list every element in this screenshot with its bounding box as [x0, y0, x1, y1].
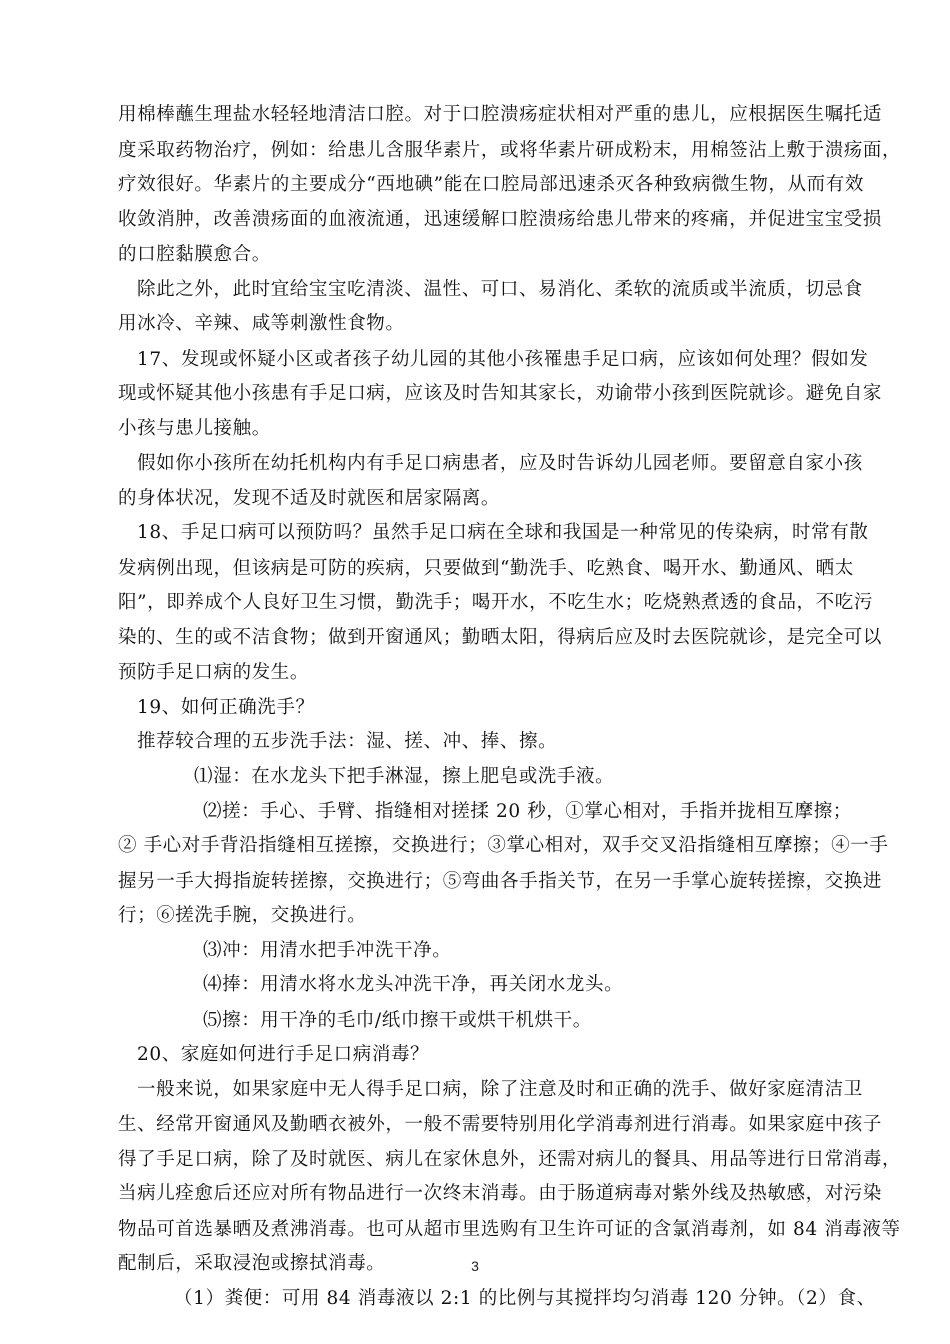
text-line: 发病例出现，但该病是可防的疾病，只要做到“勤洗手、吃熟食、喝开水、勤通风、晒太 [118, 557, 854, 579]
text-line: 收敛消肿，改善溃疡面的血液流通，迅速缓解口腔溃疡给患儿带来的疼痛，并促进宝宝受损 [118, 208, 883, 230]
text-line: 生、经常开窗通风及勤晒衣被外，一般不需要特别用化学消毒剂进行消毒。如果家庭中孩子 [118, 1114, 883, 1136]
text-line: ② 手心对手背沿指缝相互搓擦，交换进行；③掌心相对，双手交叉沿指缝相互摩擦；④一手 [118, 835, 889, 857]
text-line: 假如你小孩所在幼托机构内有手足口病患者，应及时告诉幼儿园老师。要留意自家小孩 [137, 453, 863, 475]
text-line: 用棉棒蘸生理盐水轻轻地清洁口腔。对于口腔溃疡症状相对严重的患儿，应根据医生嘱托适 [118, 104, 883, 126]
text-line: 物品可首选暴晒及煮沸消毒。也可从超市里选购有卫生许可证的含氯消毒剂，如 84 消毒液等 [118, 1218, 901, 1240]
text-line: ⑶冲：用清水把手冲洗干净。 [203, 939, 452, 961]
text-line: 推荐较合理的五步洗手法：湿、搓、冲、捧、擦。 [137, 730, 558, 752]
text-line: （1）粪便：可用 84 消毒液以 2:1 的比例与其搅拌均匀消毒 120 分钟。（2）食、 [174, 1287, 876, 1309]
text-line: 19、如何正确洗手？ [137, 696, 315, 718]
text-line: 17、发现或怀疑小区或者孩子幼儿园的其他小孩罹患手足口病，应该如何处理？假如发 [137, 348, 869, 370]
text-line: 阳”，即养成个人良好卫生习惯，勤洗手；喝开水，不吃生水；吃烧熟煮透的食品，不吃污 [118, 592, 873, 614]
text-line: 行；⑥搓洗手腕，交换进行。 [118, 905, 367, 927]
text-line: 现或怀疑其他小孩患有手足口病，应该及时告知其家长，劝谕带小孩到医院就诊。避免自家 [118, 383, 883, 405]
text-line: 当病儿痊愈后还应对所有物品进行一次终末消毒。由于肠道病毒对紫外线及热敏感，对污染 [118, 1183, 883, 1205]
text-line: 疗效很好。华素片的主要成分“西地碘”能在口腔局部迅速杀灭各种致病微生物，从而有效 [118, 174, 864, 196]
text-line: 20、家庭如何进行手足口病消毒？ [137, 1044, 430, 1066]
text-line: 一般来说，如果家庭中无人得手足口病，除了注意及时和正确的洗手、做好家庭清洁卫 [137, 1078, 863, 1100]
text-line: ⑷捧：用清水将水龙头冲洗干净，再关闭水龙头。 [203, 974, 624, 996]
text-line: ⑴湿：在水龙头下把手淋湿，擦上肥皂或洗手液。 [194, 766, 615, 788]
text-line: 小孩与患儿接触。 [118, 417, 271, 439]
text-line: 握另一手大拇指旋转搓擦，交换进行；⑤弯曲各手指关节，在另一手掌心旋转搓擦，交换进 [118, 870, 883, 892]
page-number: 3 [471, 1258, 479, 1274]
text-line: 配制后，采取浸泡或擦拭消毒。 [118, 1253, 386, 1275]
text-line: ⑵搓：手心、手臂、指缝相对搓揉 20 秒，①掌心相对，手指并拢相互摩擦； [203, 800, 852, 822]
text-line: 度采取药物治疗，例如：给患儿含服华素片，或将华素片研成粉末，用棉签沾上敷于溃疡面， [118, 139, 902, 161]
text-line: 染的、生的或不洁食物；做到开窗通风；勤晒太阳，得病后应及时去医院就诊，是完全可以 [118, 626, 883, 648]
text-line: 预防手足口病的发生。 [118, 662, 310, 684]
text-line: 的身体状况，发现不适及时就医和居家隔离。 [118, 487, 501, 509]
text-line: 用冰冷、辛辣、咸等刺激性食物。 [118, 313, 405, 335]
text-line: 得了手足口病，除了及时就医、病儿在家休息外，还需对病儿的餐具、用品等进行日常消毒， [118, 1148, 902, 1170]
text-line: 18、手足口病可以预防吗？虽然手足口病在全球和我国是一种常见的传染病，时常有散 [137, 522, 869, 544]
text-line: 除此之外，此时宜给宝宝吃清淡、温性、可口、易消化、柔软的流质或半流质，切忌食 [137, 278, 863, 300]
text-line: 的口腔黏膜愈合。 [118, 244, 271, 266]
text-line: ⑸擦：用干净的毛巾/纸巾擦干或烘干机烘干。 [203, 1009, 592, 1031]
